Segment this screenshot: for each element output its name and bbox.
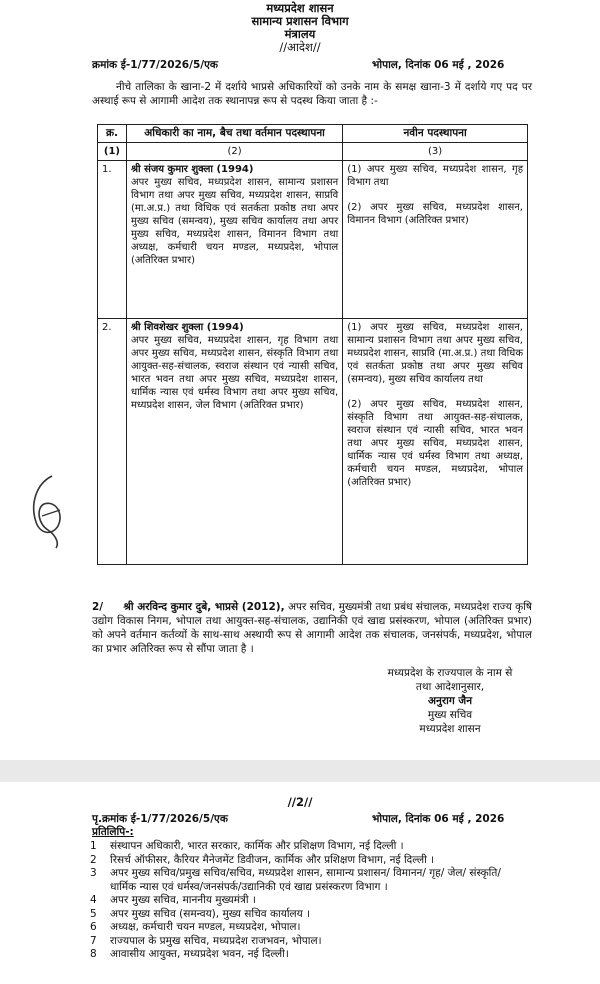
copy-recipient-list	[90, 840, 520, 962]
signatory-office: मध्यप्रदेश शासन	[419, 723, 481, 735]
page-number: //2//	[287, 795, 313, 809]
table-row	[98, 319, 528, 565]
order-number: क्रमांक ई-1/77/2026/5/एक	[92, 59, 218, 71]
postings-table	[97, 124, 528, 565]
header-secretariat: मंत्रालय	[284, 27, 316, 41]
signature-authority-line: मध्यप्रदेश के राज्यपाल के नाम से	[387, 667, 513, 679]
col-sub-3: (3)	[343, 143, 528, 161]
paragraph-two-number: 2/	[92, 601, 104, 613]
signatory-name: अनुराग जैन	[427, 695, 473, 707]
list-item: 6 अध्यक्ष, कर्मचारी चयन मण्डल, मध्यप्रदेश, भोपाल।	[90, 921, 301, 933]
new-posting-1: (1) अपर मुख्य सचिव, मध्यप्रदेश शासन, गृह विभाग तथा	[347, 164, 523, 188]
new-posting-2: (2) अपर मुख्य सचिव, मध्यप्रदेश शासन, संस्कृति विभाग तथा आयुक्त-सह-संचालक, स्वराज संस्थान एवं न्यासी सचिव, भारत भवन तथा अपर मुख्य सचिव, मध्यप्रदेश शासन, धार्मिक न्यास एवं धर्मस्व विभाग तथा अध्यक्ष, कर्मचारी चयन मण्डल, मध्यप्रदेश, भोपाल (अतिरिक्त प्रभार)	[347, 399, 523, 488]
officer-current-posting: अपर मुख्य सचिव, मध्यप्रदेश शासन, सामान्य प्रशासन विभाग तथा अपर मुख्य सचिव, मध्यप्रदेश शासन, साप्रवि (मा.अ.प्र.) तथा विधिक एवं सतर्कता प्रकोष्ठ तथा अपर मुख्य सचिव (समन्वय), मुख्य सचिव कार्यालय तथा अपर मुख्य सचिव, मध्यप्रदेश शासन, विमानन विभाग तथा अध्यक्ष, कर्मचारी चयन मण्डल, मध्यप्रदेश, भोपाल (अतिरिक्त प्रभार)	[130, 177, 339, 266]
order-place-date: भोपाल, दिनांक 06 मई , 2026	[372, 59, 505, 71]
col-header-sno: क्र.	[98, 125, 127, 143]
page-separator	[0, 760, 600, 782]
row-new-posting	[343, 319, 528, 565]
header-order-title: //आदेश//	[279, 40, 321, 54]
officer-current-posting: अपर मुख्य सचिव, मध्यप्रदेश शासन, गृह विभाग तथा अपर मुख्य सचिव, मध्यप्रदेश शासन, संस्कृति विभाग तथा आयुक्त-सह-संचालक, स्वराज संस्थान एवं न्यासी सचिव, भारत भवन तथा अपर मुख्य सचिव, मध्यप्रदेश शासन, धार्मिक न्यास एवं धर्मस्व विभाग तथा अपर मुख्य सचिव, मध्यप्रदेश शासन, जेल विभाग (अतिरिक्त प्रभार)	[130, 335, 339, 411]
list-item: 5 अपर मुख्य सचिव (समन्वय), मुख्य सचिव कार्यालय ।	[90, 907, 311, 920]
col-sub-1: (1)	[98, 143, 127, 161]
header-department: सामान्य प्रशासन विभाग	[251, 14, 349, 28]
row-sno: 1.	[98, 161, 127, 319]
list-item: 3 अपर मुख्य सचिव/प्रमुख सचिव/सचिव, मध्यप्रदेश शासन, सामान्य प्रशासन/ विमानन/ गृह/ जेल/ संस्कृति/ धार्मिक न्यास एवं धर्मस्व/जनसंपर्क/उद्यानिकी एवं खाद्य प्रसंस्करण विभाग ।	[90, 867, 501, 893]
page-two	[0, 782, 600, 984]
row-sno: 2.	[98, 319, 127, 565]
paragraph-two-text: अपर सचिव, मुख्यमंत्री तथा प्रबंध संचालक, मध्यप्रदेश राज्य कृषि उद्योग विकास निगम, भोपाल तथा आयुक्त-सह-संचालक, उद्यानिकी एवं खाद्य प्रसंस्करण, भोपाल (अतिरिक्त प्रभार) को अपने वर्तमान कर्तव्यों के साथ-साथ अस्थायी रूप से आगामी आदेश तक संचालक, जनसंपर्क, मध्यप्रदेश, भोपाल का प्रभार अतिरिक्त रूप से सौंपा जाता है ।	[92, 601, 533, 655]
row-officer	[126, 319, 342, 565]
row-new-posting	[343, 161, 528, 319]
new-posting-1: (1) अपर मुख्य सचिव, मध्यप्रदेश शासन, सामान्य प्रशासन विभाग तथा अपर मुख्य सचिव, मध्यप्रदेश शासन, साप्रवि (मा.अ.प्र.) तथा विधिक एवं सतर्कता प्रकोष्ठ तथा अपर मुख्य सचिव (समन्वय), मुख्य सचिव कार्यालय तथा	[347, 322, 523, 385]
paragraph-two	[92, 600, 532, 656]
table-header-row	[98, 125, 528, 143]
copy-order-number: पृ.क्रमांक ई-1/77/2026/5/एक	[92, 813, 228, 825]
list-item: 2 रिसर्च ऑफीसर, कैरियर मैनेजमेंट डिवीजन, कार्मिक और प्रशिक्षण विभाग, नई दिल्ली ।	[90, 853, 435, 866]
col-header-new-posting: नवीन पदस्थापना	[343, 125, 528, 143]
list-item: 4 अपर मुख्य सचिव, माननीय मुख्यमंत्री ।	[90, 894, 256, 906]
signature-order-line: तथा आदेशानुसार,	[415, 681, 485, 693]
col-header-officer: अधिकारी का नाम, बैच तथा वर्तमान पदस्थापना	[126, 125, 342, 143]
table-row	[98, 161, 528, 319]
officer-name: श्री संजय कुमार शुक्ला (1994)	[130, 164, 254, 175]
handwritten-initials	[22, 470, 72, 550]
paragraph-two-officer: श्री अरविन्द कुमार दुबे, भाप्रसे (2012),	[123, 601, 285, 613]
intro-paragraph: नीचे तालिका के खाना-2 में दर्शाये भाप्रसे अधिकारियों को उनके नाम के समक्ष खाना-3 में दर्शाये गए पद पर अस्थाई रूप से आगामी आदेश तक स्थानापन्न रूप से पदस्थ किया जाता है :-	[92, 81, 532, 107]
row-officer	[126, 161, 342, 319]
new-posting-2: (2) अपर मुख्य सचिव, मध्यप्रदेश शासन, विमानन विभाग (अतिरिक्त प्रभार)	[347, 202, 523, 226]
copy-place-date: भोपाल, दिनांक 06 मई , 2026	[372, 813, 505, 825]
signatory-designation: मुख्य सचिव	[427, 709, 473, 721]
header-government: मध्यप्रदेश शासन	[266, 1, 334, 15]
col-sub-2: (2)	[126, 143, 342, 161]
officer-name: श्री शिवशेखर शुक्ला (1994)	[130, 322, 244, 333]
table-subheader-row	[98, 143, 528, 161]
list-item: 8 आवासीय आयुक्त, मध्यप्रदेश भवन, नई दिल्ली।	[90, 948, 289, 960]
list-item: 1 संस्थापन अधिकारी, भारत सरकार, कार्मिक और प्रशिक्षण विभाग, नई दिल्ली ।	[90, 840, 404, 852]
copy-list-title: प्रतिलिपि-:	[92, 826, 134, 838]
list-item: 7 राज्यपाल के प्रमुख सचिव, मध्यप्रदेश राजभवन, भोपाल।	[90, 934, 322, 947]
